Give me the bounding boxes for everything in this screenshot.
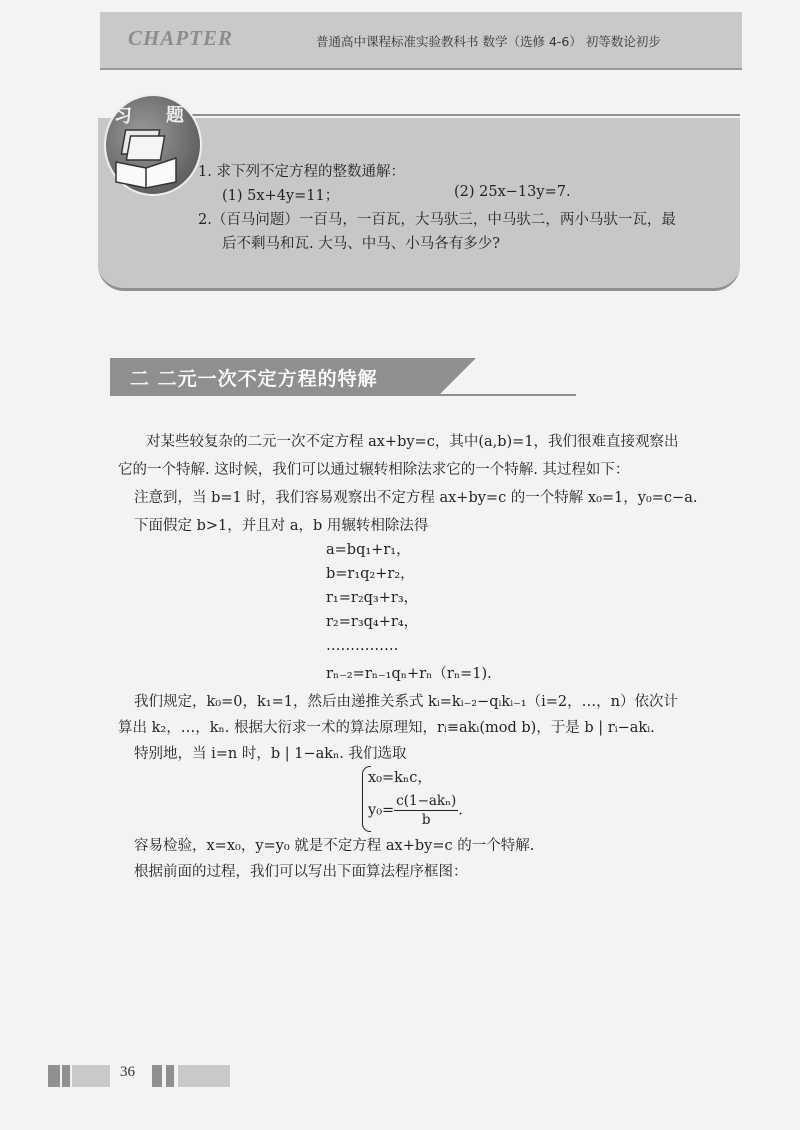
fraction-numerator: c(1−akₙ) — [396, 793, 457, 809]
para-7: 根据前面的过程，我们可以写出下面算法程序框图： — [134, 864, 468, 880]
section-heading-rule — [110, 394, 576, 396]
book-icon — [112, 128, 182, 190]
exercise-1b: (2) 25x−13y=7. — [454, 184, 571, 200]
fraction — [394, 792, 458, 829]
badge-char-xi: 习 — [114, 106, 132, 127]
section-title: 二 二元一次不定方程的特解 — [130, 368, 378, 390]
equation-4: r₂=r₃q₄+r₄， — [326, 614, 419, 630]
book-title: 普通高中课程标准实验教科书 数学（选修 4-6） 初等数论初步 — [316, 34, 661, 49]
para-5: 特别地，当 i=n 时，b | 1−akₙ. 我们选取 — [134, 746, 407, 762]
footer-bar-4 — [152, 1065, 162, 1087]
exercise-top-rule — [190, 114, 740, 116]
chapter-label: CHAPTER — [128, 26, 234, 50]
footer-bar-2 — [62, 1065, 70, 1087]
badge-char-ti: 题 — [166, 105, 184, 126]
para-4-line1: 我们规定，k₀=0，k₁=1，然后由递推关系式 kᵢ=kᵢ₋₂−qᵢkᵢ₋₁（i=2，…，n）依次计 — [134, 694, 678, 710]
para-1-line1: 对某些较复杂的二元一次不定方程 ax+by=c，其中(a,b)=1，我们很难直接观察出 — [146, 434, 679, 450]
para-6: 容易检验，x=x₀，y=y₀ 就是不定方程 ax+by=c 的一个特解. — [134, 838, 535, 854]
system-eq-2-lhs: y₀= — [368, 802, 395, 819]
equation-last: rₙ₋₂=rₙ₋₁qₙ+rₙ（rₙ=1). — [326, 666, 492, 682]
exercise-1a: (1) 5x+4y=11； — [222, 188, 340, 204]
equation-2: b=r₁q₂+r₂， — [326, 566, 415, 582]
exercise-1-stem: 1. 求下列不定方程的整数通解： — [198, 164, 405, 180]
system-eq-2-end: . — [458, 802, 463, 819]
footer-bar-3 — [72, 1065, 110, 1087]
running-header — [100, 12, 742, 70]
para-2: 注意到，当 b=1 时，我们容易观察出不定方程 ax+by=c 的一个特解 x₀=1，y₀=c−a. — [134, 490, 698, 506]
section-heading-tail — [440, 358, 476, 394]
page-number: 36 — [120, 1064, 135, 1080]
fraction-denominator: b — [421, 812, 431, 828]
exercise-2-line2: 后不剩马和瓦. 大马、中马、小马各有多少? — [222, 236, 500, 252]
para-3: 下面假定 b>1，并且对 a，b 用辗转相除法得 — [134, 518, 429, 534]
exercise-2-line1: 2.（百马问题）一百马，一百瓦，大马驮三，中马驮二，两小马驮一瓦，最 — [198, 212, 676, 228]
equation-3: r₁=r₂q₃+r₃， — [326, 590, 419, 606]
footer-bar-5 — [166, 1065, 174, 1087]
para-4-line2: 算出 k₂，…，kₙ. 根据大衍求一术的算法原理知，rᵢ≡akᵢ(mod b)，于是 b | rᵢ−akᵢ. — [118, 720, 655, 736]
footer-bar-6 — [178, 1065, 230, 1087]
system-eq-1: x₀=kₙc， — [368, 770, 432, 786]
footer-bar-1 — [48, 1065, 60, 1087]
equation-dots: …………… — [326, 638, 399, 654]
system-eq-2 — [368, 792, 463, 829]
para-1-line2: 它的一个特解. 这时候，我们可以通过辗转相除法求它的一个特解. 其过程如下： — [118, 462, 630, 478]
equation-1: a=bq₁+r₁， — [326, 542, 411, 558]
